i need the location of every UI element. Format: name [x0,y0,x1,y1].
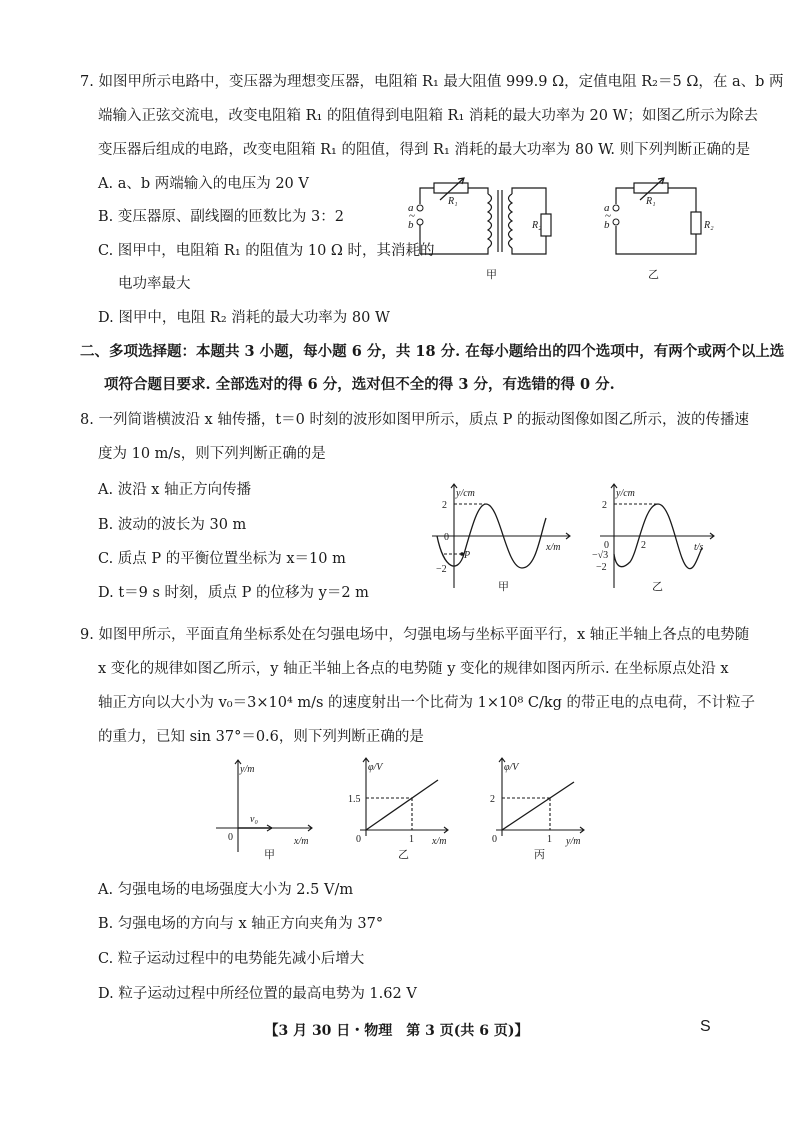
phi-line [366,780,438,830]
axis-label-y: y/m [566,836,581,847]
q8-option-b: B. 波动的波长为 30 m [98,517,247,533]
label-p: P [464,550,471,561]
tick-1-5: 1.5 [348,794,361,805]
q7-caption-yi: 乙 [648,269,659,281]
axis-label-y: y/m [240,764,255,775]
tick-2: 2 [602,500,607,511]
tick-neg2: −2 [436,564,447,575]
q9-caption-yi: 乙 [398,849,409,861]
terminal-b: b [408,219,414,231]
q8-stem-line-1: 8. 一列简谐横波沿 x 轴传播，t＝0 时刻的波形如图甲所示，质点 P 的振动图像如图乙所示，波的传播速 [80,412,749,428]
q8-option-a: A. 波沿 x 轴正方向传播 [98,482,252,498]
phi-line [502,782,574,830]
origin-label: 0 [228,832,233,843]
resistor-r2-box [691,212,701,234]
q7-caption-jia: 甲 [486,269,497,281]
tick-2: 2 [442,500,447,511]
tick-neg-sqrt3: −√3 [592,550,609,561]
primary-coil [488,194,492,248]
section2-header-line-2: 项符合题目要求. 全部选对的得 6 分，选对但不全的得 3 分，有选错的得 0 分. [104,376,615,393]
q9-option-d: D. 粒子运动过程中所经位置的最高电势为 1.62 V [98,986,417,1002]
origin-label: 0 [356,834,361,845]
q8-caption-yi: 乙 [652,581,663,593]
q8-vibration-graph-yi [590,478,720,598]
label-v0: v₀ [250,814,258,825]
resistor-r2-box [541,214,551,236]
q7-stem-line-3: 变压器后组成的电路，改变电阻箱 R₁ 的阻值，得到 R₁ 消耗的最大功率为 80 W. 则下列判断正确的是 [98,142,751,158]
q9-stem-line-4: 的重力，已知 sin 37°＝0.6，则下列判断正确的是 [98,729,424,745]
q9-coord-jia [208,752,320,862]
r2-label: R₂ [532,220,542,231]
axis-label-x: x/m [546,542,561,553]
terminal-a: a [604,202,610,214]
axis-label-t: t/s [694,542,704,553]
tick-1: 1 [547,834,552,845]
q8-wave-graph-jia [422,478,577,598]
resistor-r1-box [434,183,468,193]
r2-label: R₂ [704,220,714,231]
tick-t-2: 2 [641,540,646,551]
q8-option-c: C. 质点 P 的平衡位置坐标为 x＝10 m [98,551,346,567]
q9-caption-bing: 丙 [534,849,545,861]
axis-label-y: y/cm [616,488,635,499]
tick-0: 0 [444,532,449,543]
tick-neg2: −2 [596,562,607,573]
axis-label-x: x/m [294,836,309,847]
q9-stem-line-3: 轴正方向以大小为 v₀＝3×10⁴ m/s 的速度射出一个比荷为 1×10⁸ C/kg 的带正电的点电荷，不计粒子 [98,695,756,711]
axis-label-y: y/cm [456,488,475,499]
page-footer: 【3 月 30 日・物理 第 3 页(共 6 页)】 [264,1023,529,1039]
terminal-b: b [604,219,610,231]
q7-option-c: C. 图甲中，电阻箱 R₁ 的阻值为 10 Ω 时，其消耗的 [98,243,435,259]
q8-option-d: D. t＝9 s 时刻，质点 P 的位移为 y＝2 m [98,585,369,601]
q7-option-b: B. 变压器原、副线圈的匝数比为 3：2 [98,209,344,225]
tick-0: 0 [604,540,609,551]
q8-caption-jia: 甲 [498,581,509,593]
corner-mark: S [700,1018,711,1035]
q9-option-a: A. 匀强电场的电场强度大小为 2.5 V/m [98,882,354,898]
tick-1: 1 [409,834,414,845]
q9-caption-jia: 甲 [264,849,275,861]
r1-label: R₁ [646,196,656,207]
tick-2: 2 [490,794,495,805]
q7-stem-line-1: 7. 如图甲所示电路中，变压器为理想变压器，电阻箱 R₁ 最大阻值 999.9 Ω，定值电阻 R₂＝5 Ω，在 a、b 两 [80,74,784,90]
terminal-a: a [408,202,414,214]
origin-label: 0 [492,834,497,845]
resistor-r1-box [634,183,668,193]
section2-header-line-1: 二、多项选择题：本题共 3 小题，每小题 6 分，共 18 分. 在每小题给出的四个选项中，有两个或两个以上选 [80,343,785,360]
q9-option-c: C. 粒子运动过程中的电势能先减小后增大 [98,951,365,967]
q7-option-a: A. a、b 两端输入的电压为 20 V [98,176,309,192]
q7-circuit-yi [596,176,716,286]
axis-label-x: x/m [432,836,447,847]
q9-option-b: B. 匀强电场的方向与 x 轴正方向夹角为 37° [98,916,384,932]
q7-option-c-cont: 电功率最大 [118,276,191,292]
axis-label-phi: φ/V [504,762,519,773]
axis-label-phi: φ/V [368,762,383,773]
q7-circuit-jia [400,176,570,286]
q8-stem-line-2: 度为 10 m/s，则下列判断正确的是 [98,446,326,462]
r1-label: R₁ [448,196,458,207]
ac-source-icon: ~ [409,210,415,222]
secondary-coil [509,194,513,248]
q9-phi-x-graph-yi [342,752,457,862]
q9-stem-line-2: x 变化的规律如图乙所示，y 轴正半轴上各点的电势随 y 变化的规律如图丙所示. 在坐标原点处沿 x [98,661,729,677]
ac-source-icon: ~ [605,210,611,222]
q9-phi-y-graph-bing [478,752,593,862]
q7-stem-line-2: 端输入正弦交流电，改变电阻箱 R₁ 的阻值得到电阻箱 R₁ 消耗的最大功率为 20 W；如图乙所示为除去 [98,108,758,124]
q9-stem-line-1: 9. 如图甲所示，平面直角坐标系处在匀强电场中，匀强电场与坐标平面平行，x 轴正半轴上各点的电势随 [80,627,750,643]
q7-option-d: D. 图甲中，电阻 R₂ 消耗的最大功率为 80 W [98,310,390,326]
